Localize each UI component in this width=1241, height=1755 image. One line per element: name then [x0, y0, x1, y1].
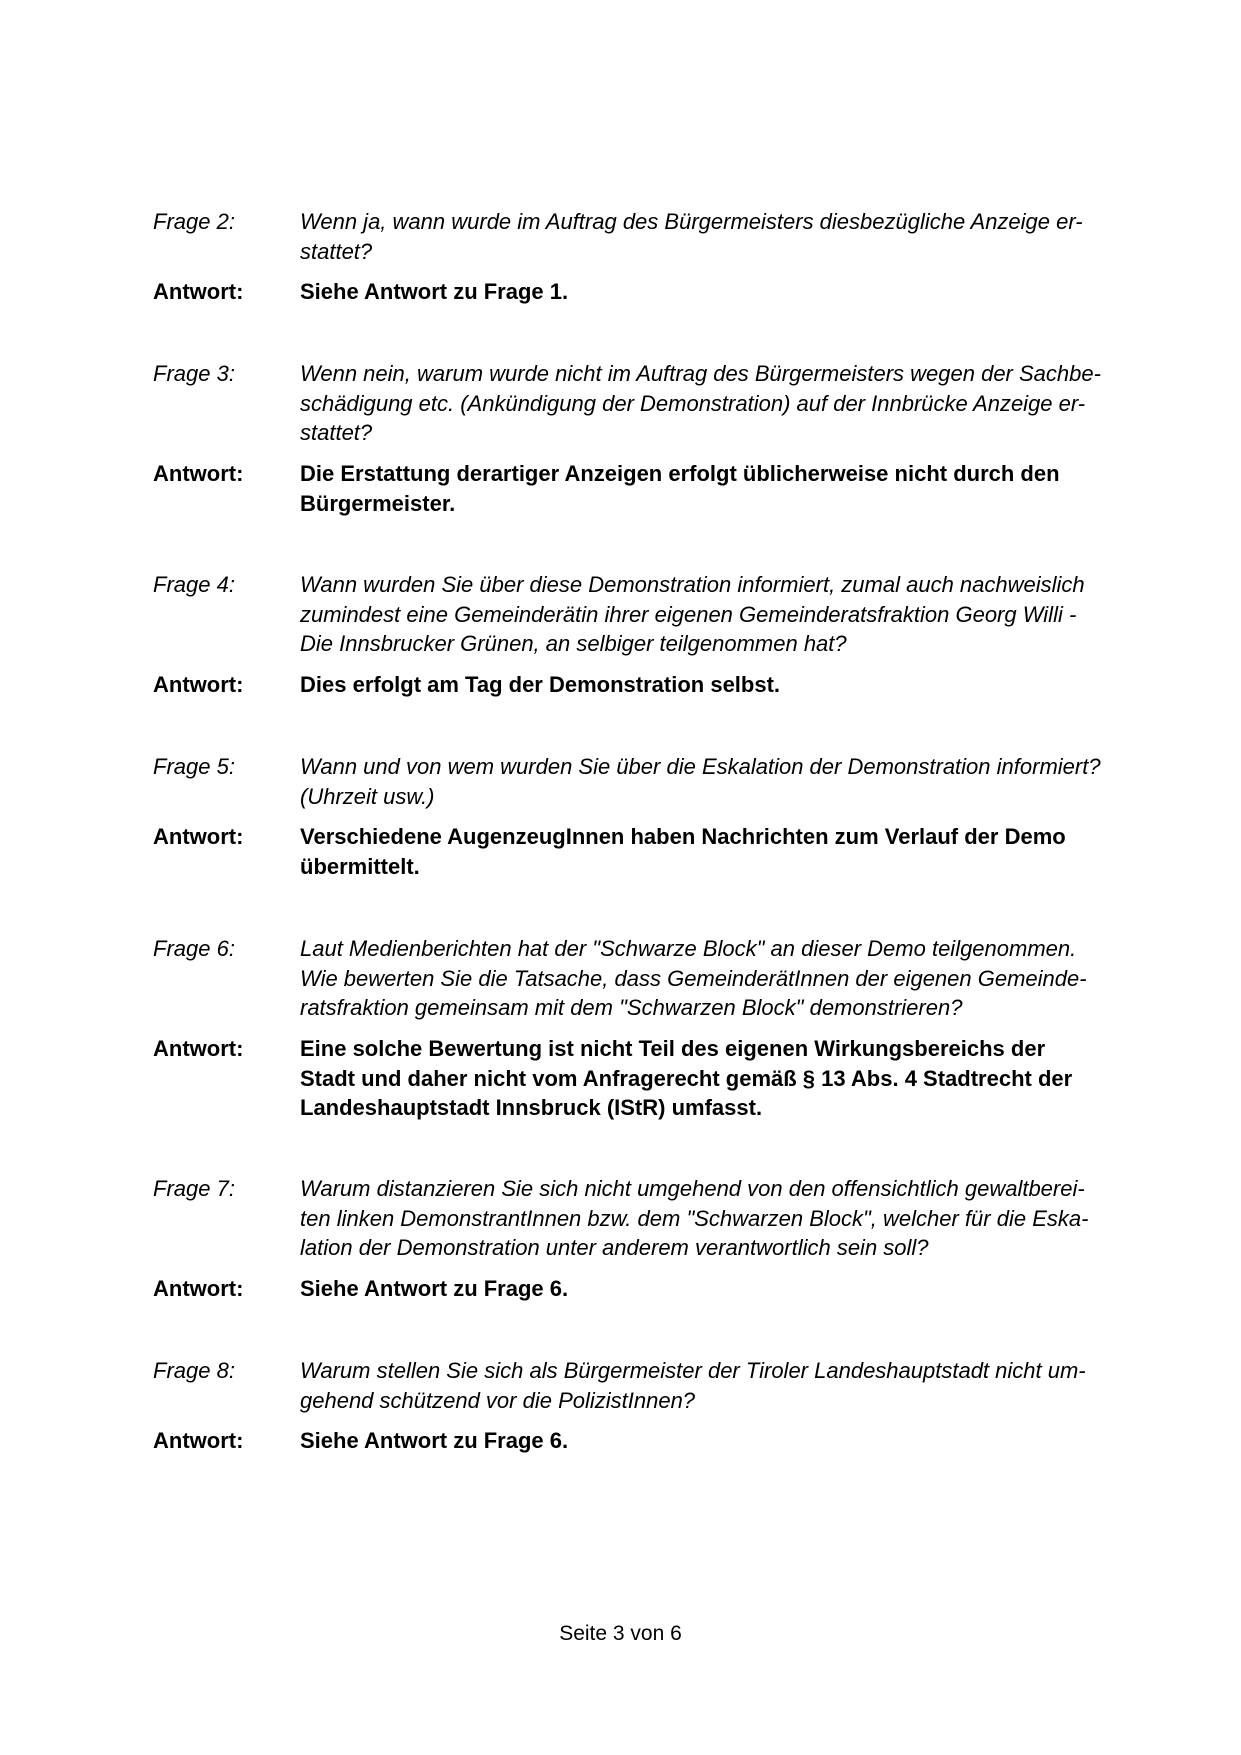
answer-line: Verschiedene AugenzeugInnen haben Nachrichten zum Verlauf der Demo	[300, 824, 1066, 849]
answer-4	[153, 670, 1153, 700]
question-3	[153, 359, 1153, 448]
question-8	[153, 1356, 1153, 1415]
question-line: Warum distanzieren Sie sich nicht umgehend von den offensichtlich gewaltberei-	[300, 1176, 1085, 1201]
question-line: ten linken DemonstrantInnen bzw. dem "Schwarzen Block", welcher für die Eska-	[300, 1205, 1089, 1231]
answer-text	[300, 1274, 1150, 1304]
answer-text	[300, 277, 1150, 307]
question-text	[300, 934, 1150, 1023]
question-label: Frage 7:	[153, 1176, 235, 1201]
question-line: zumindest eine Gemeinderätin ihrer eigenen Gemeinderatsfraktion Georg Willi -	[300, 601, 1077, 627]
answer-text	[300, 459, 1150, 518]
question-line: Wann und von wem wurden Sie über die Eskalation der Demonstration informiert?	[300, 754, 1101, 779]
answer-line: Stadt und daher nicht vom Anfragerecht gemäß § 13 Abs. 4 Stadtrecht der	[300, 1065, 1073, 1091]
question-5	[153, 752, 1153, 811]
answer-line: Bürgermeister.	[300, 490, 456, 516]
question-line: Wie bewerten Sie die Tatsache, dass GemeinderätInnen der eigenen Gemeinde-	[300, 965, 1087, 991]
question-text	[300, 1174, 1150, 1263]
question-line: Wenn ja, wann wurde im Auftrag des Bürgermeisters diesbezügliche Anzeige er-	[300, 209, 1083, 234]
question-label: Frage 2:	[153, 209, 235, 234]
question-line: schädigung etc. (Ankündigung der Demonstration) auf der Innbrücke Anzeige er-	[300, 390, 1086, 416]
answer-text	[300, 1034, 1150, 1123]
question-line: ratsfraktion gemeinsam mit dem "Schwarzen Block" demonstrieren?	[300, 995, 963, 1020]
question-text	[300, 752, 1150, 811]
question-line: (Uhrzeit usw.)	[300, 783, 435, 809]
answer-line: übermittelt.	[300, 853, 420, 879]
question-line: Laut Medienberichten hat der "Schwarze Block" an dieser Demo teilgenommen.	[300, 936, 1077, 961]
question-4	[153, 570, 1153, 659]
answer-3	[153, 459, 1153, 518]
answer-text	[300, 1426, 1150, 1456]
answer-2	[153, 277, 1153, 307]
answer-label: Antwort:	[153, 461, 244, 486]
question-line: Wenn nein, warum wurde nicht im Auftrag des Bürgermeisters wegen der Sachbe-	[300, 361, 1101, 386]
page-number: Seite 3 von 6	[559, 1622, 682, 1645]
question-6	[153, 934, 1153, 1023]
question-text	[300, 207, 1150, 266]
question-label: Frage 6:	[153, 936, 235, 961]
question-label: Frage 8:	[153, 1358, 235, 1383]
question-label: Frage 5:	[153, 754, 235, 779]
question-label: Frage 3:	[153, 361, 235, 386]
answer-label: Antwort:	[153, 1036, 244, 1061]
question-7	[153, 1174, 1153, 1263]
question-line: stattet?	[300, 420, 373, 445]
answer-5	[153, 822, 1153, 881]
question-line: stattet?	[300, 238, 373, 264]
answer-text	[300, 670, 1150, 700]
question-line: lation der Demonstration unter anderem verantwortlich sein soll?	[300, 1235, 929, 1260]
question-2	[153, 207, 1153, 266]
question-text	[300, 570, 1150, 659]
answer-line: Dies erfolgt am Tag der Demonstration selbst.	[300, 672, 781, 697]
answer-line: Landeshauptstadt Innsbruck (IStR) umfasst.	[300, 1095, 763, 1120]
question-line: Die Innsbrucker Grünen, an selbiger teilgenommen hat?	[300, 631, 847, 656]
answer-label: Antwort:	[153, 279, 244, 304]
answer-text	[300, 822, 1150, 881]
question-text	[300, 359, 1150, 448]
answer-line: Die Erstattung derartiger Anzeigen erfolgt üblicherweise nicht durch den	[300, 461, 1060, 486]
answer-6	[153, 1034, 1153, 1123]
question-label: Frage 4:	[153, 572, 235, 597]
question-line: Wann wurden Sie über diese Demonstration informiert, zumal auch nachweislich	[300, 572, 1085, 597]
question-line: gehend schützend vor die PolizistInnen?	[300, 1387, 696, 1413]
answer-line: Eine solche Bewertung ist nicht Teil des eigenen Wirkungsbereichs der	[300, 1036, 1046, 1061]
question-text	[300, 1356, 1150, 1415]
answer-label: Antwort:	[153, 672, 244, 697]
answer-label: Antwort:	[153, 1428, 244, 1453]
answer-line: Siehe Antwort zu Frage 6.	[300, 1428, 569, 1453]
answer-line: Siehe Antwort zu Frage 6.	[300, 1276, 569, 1301]
answer-label: Antwort:	[153, 824, 244, 849]
answer-7	[153, 1274, 1153, 1304]
question-line: Warum stellen Sie sich als Bürgermeister der Tiroler Landeshauptstadt nicht um-	[300, 1358, 1086, 1383]
answer-line: Siehe Antwort zu Frage 1.	[300, 279, 569, 304]
answer-label: Antwort:	[153, 1276, 244, 1301]
answer-8	[153, 1426, 1153, 1456]
